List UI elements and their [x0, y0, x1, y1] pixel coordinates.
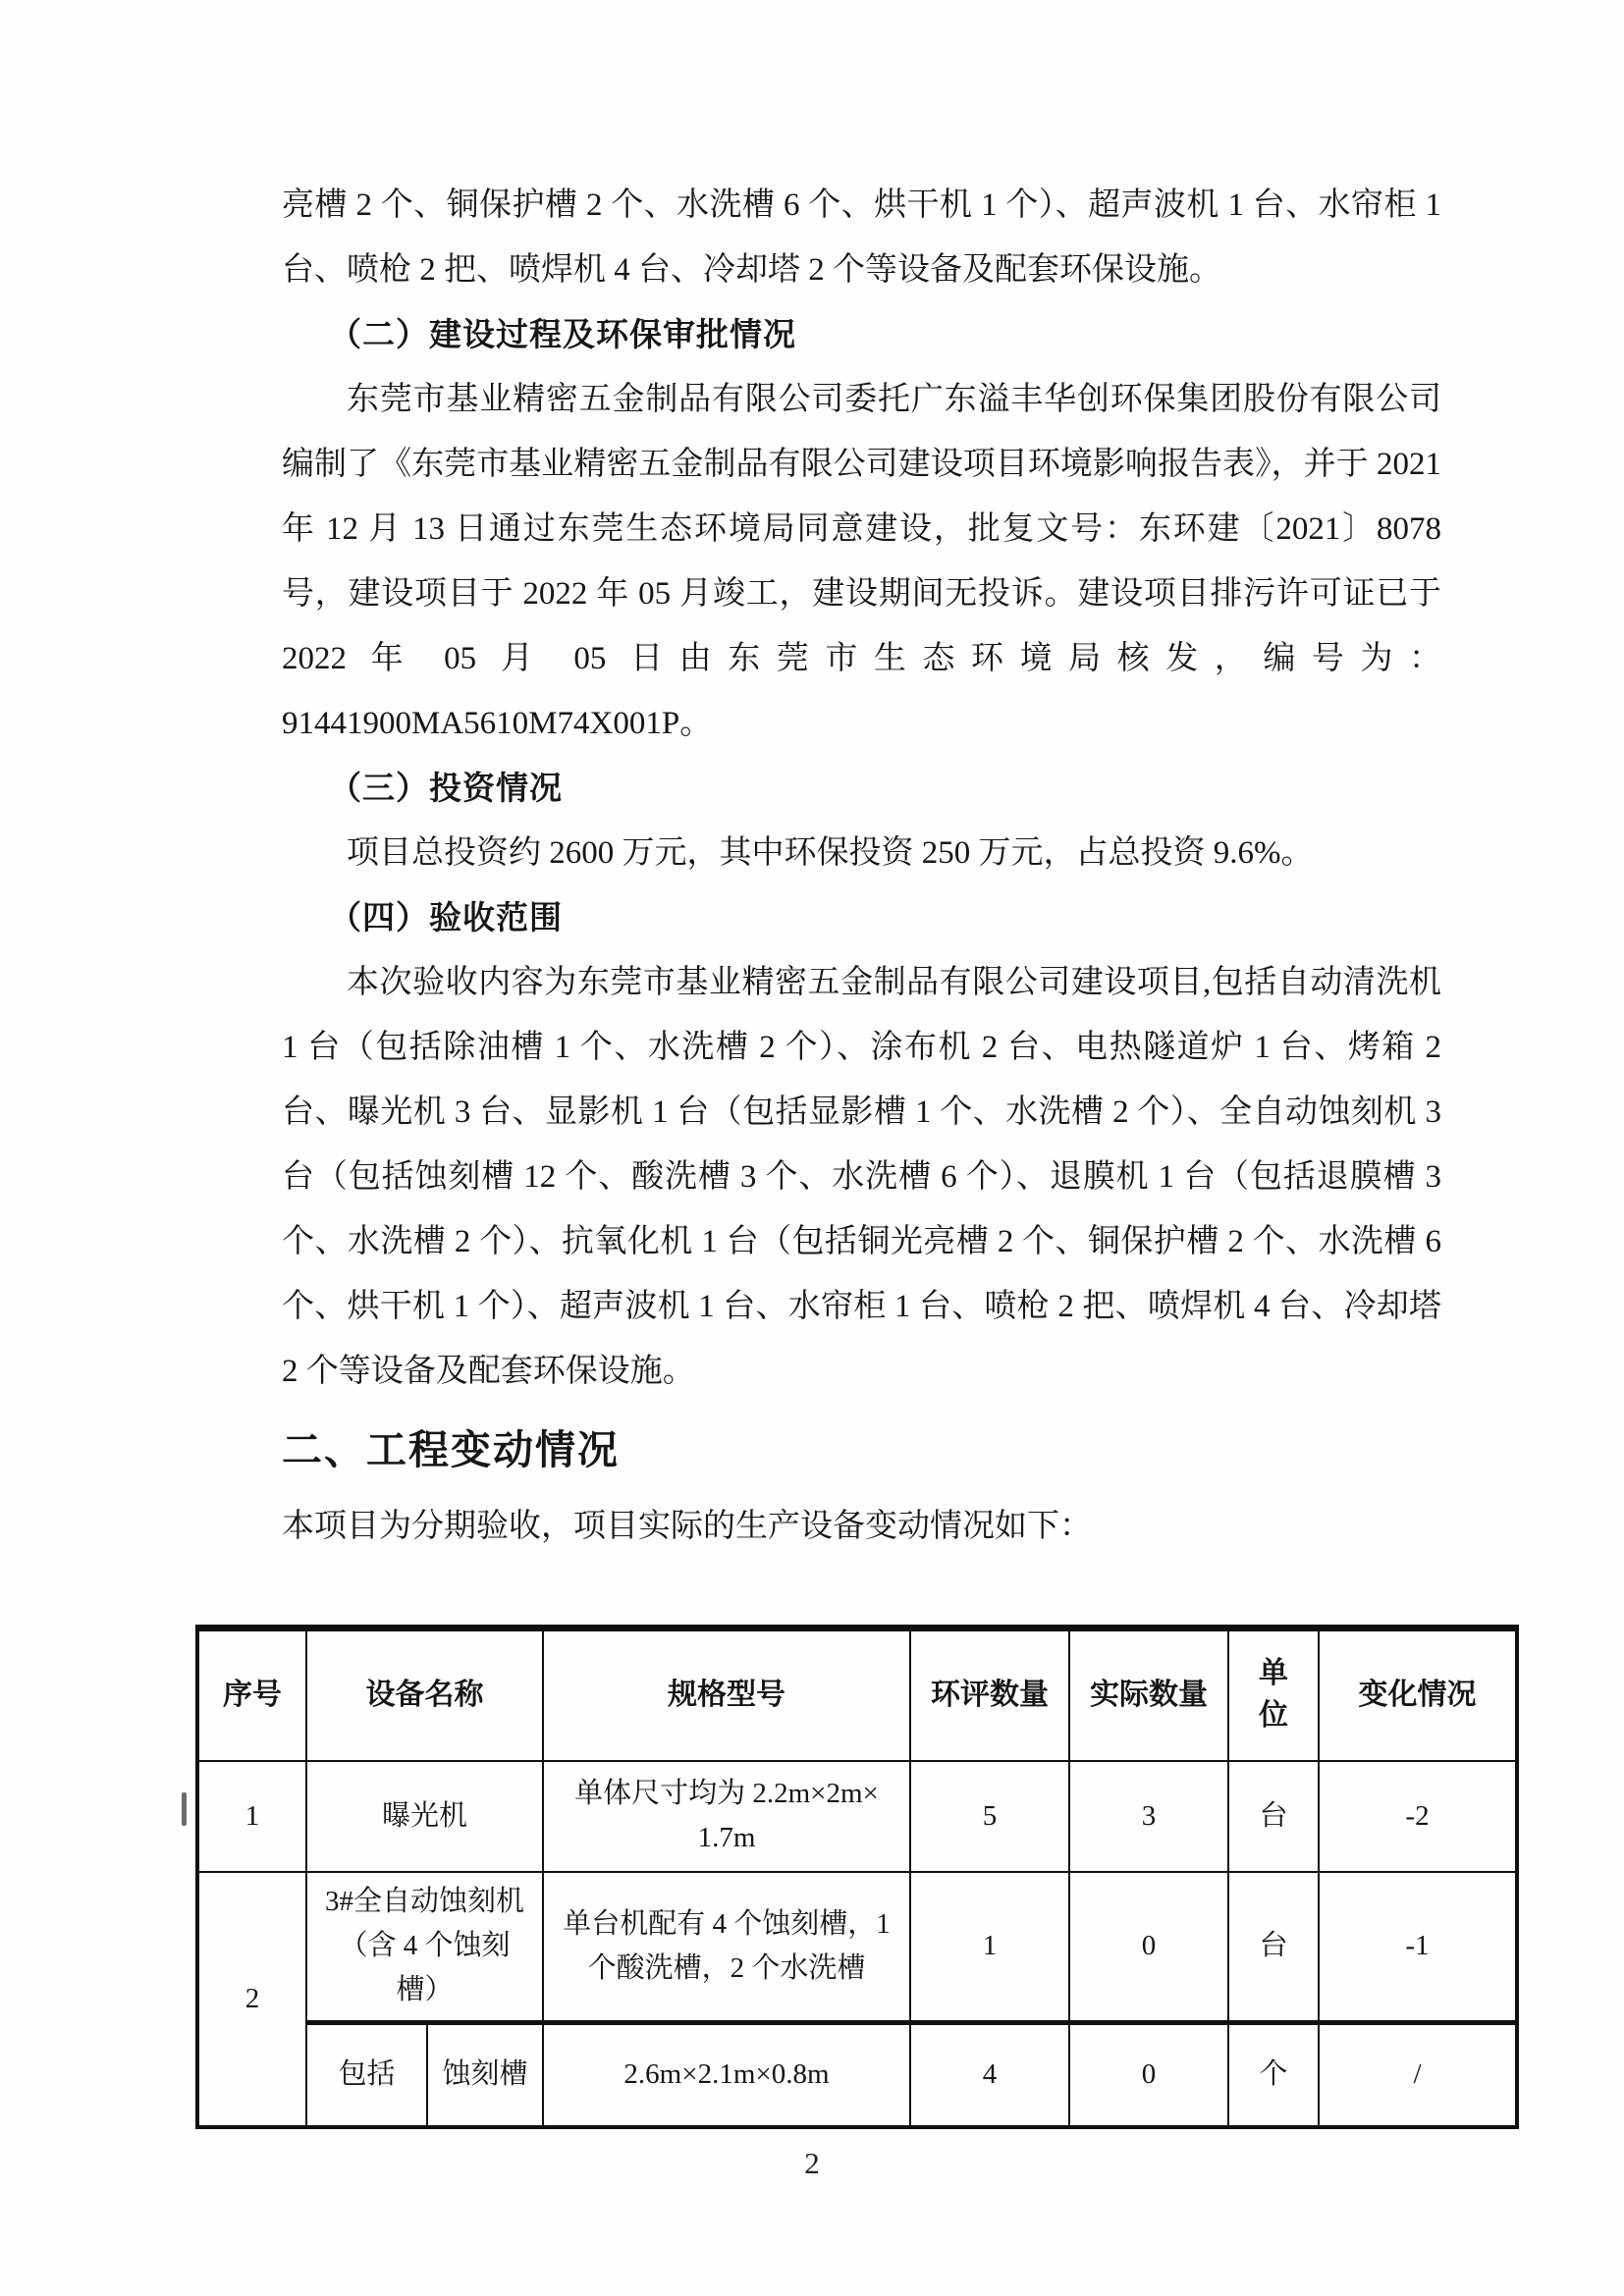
row1-spec: 单体尺寸均为 2.2m×2m× 1.7m — [543, 1761, 910, 1872]
row2-change: -1 — [1319, 1872, 1517, 2023]
table-row-1 — [197, 1761, 1517, 1872]
row1-unit: 台 — [1228, 1761, 1319, 1872]
row2-spec: 单台机配有 4 个蚀刻槽，1 个酸洗槽，2 个水洗槽 — [543, 1872, 910, 2023]
header-change: 变化情况 — [1319, 1629, 1517, 1761]
header-eia-quantity: 环评数量 — [910, 1629, 1069, 1761]
row2sub-change: / — [1319, 2023, 1517, 2127]
header-equipment-name: 设备名称 — [306, 1629, 543, 1761]
heading-chapter-2: 二、工程变动情况 — [282, 1427, 620, 1472]
paragraph-section-3: 项目总投资约 2600 万元，其中环保投资 250 万元，占总投资 9.6%。 — [347, 835, 1314, 871]
row2sub-eia-quantity: 4 — [910, 2023, 1069, 2127]
table-header-row — [197, 1629, 1517, 1761]
table-row-2-sub — [197, 2023, 1517, 2127]
row1-actual-quantity: 3 — [1069, 1761, 1228, 1872]
table-row-2 — [197, 1872, 1517, 2023]
row2-equipment-name: 3#全自动蚀刻机 （含 4 个蚀刻 槽） — [306, 1872, 543, 2023]
header-unit — [1228, 1629, 1319, 1761]
row2sub-include-label: 包括 — [306, 2023, 427, 2127]
header-spec: 规格型号 — [543, 1629, 910, 1761]
row2sub-spec: 2.6m×2.1m×0.8m — [543, 2023, 910, 2127]
row2sub-unit: 个 — [1228, 2023, 1319, 2127]
row2sub-equipment-name: 蚀刻槽 — [427, 2023, 543, 2127]
row2-unit: 台 — [1228, 1872, 1319, 2023]
header-unit-label: 单位 — [1259, 1656, 1288, 1733]
header-actual-quantity: 实际数量 — [1069, 1629, 1228, 1761]
equipment-change-table — [195, 1625, 1519, 2129]
row2sub-actual-quantity: 0 — [1069, 2023, 1228, 2127]
scan-artifact — [182, 1792, 187, 1826]
document-body — [282, 173, 1441, 1559]
heading-section-4: （四）验收范围 — [329, 899, 563, 935]
page-number: 2 — [804, 2146, 820, 2180]
row1-change: -2 — [1319, 1761, 1517, 1872]
row2-eia-quantity: 1 — [910, 1872, 1069, 2023]
header-index: 序号 — [197, 1629, 306, 1761]
row1-eia-quantity: 5 — [910, 1761, 1069, 1872]
paragraph-continuation: 亮槽 2 个、铜保护槽 2 个、水洗槽 6 个、烘干机 1 个）、超声波机 1 台、水帘柜 1 台、喷枪 2 把、喷焊机 4 台、冷却塔 2 个等设备及配套环保设施。 — [282, 187, 1441, 288]
row2-index: 2 — [197, 1872, 306, 2127]
row2-actual-quantity: 0 — [1069, 1872, 1228, 2023]
paragraph-section-4: 本次验收内容为东莞市基业精密五金制品有限公司建设项目,包括自动清洗机 1 台（包括除油槽 1 个、水洗槽 2 个）、涂布机 2 台、电热隧道炉 1 台、烤箱 2 台、曝光机 3 台、显影机 1 台（包括显影槽 1 个、水洗槽 2 个）、全自动蚀刻机 3 台（包括蚀刻槽 12 个、酸洗槽 3 个、水洗槽 6 个）、退膜机 1 台（包括退膜槽 3 个、水洗槽 2 个）、抗氧化机 1 台（包括铜光亮槽 2 个、铜保护槽 2 个、水洗槽 6 个、烘干机 1 个）、超声波机 1 台、水帘柜 1 台、喷枪 2 把、喷焊机 4 台、冷却塔 2 个等设备及配套环保设施。 — [282, 965, 1441, 1389]
row1-index: 1 — [197, 1761, 306, 1872]
paragraph-chapter-2-intro: 本项目为分期验收，项目实际的生产设备变动情况如下： — [282, 1509, 1092, 1544]
heading-section-2: （二）建设过程及环保审批情况 — [329, 316, 796, 352]
row1-equipment-name: 曝光机 — [306, 1761, 543, 1872]
heading-section-3: （三）投资情况 — [329, 770, 563, 806]
paragraph-section-2: 东莞市基业精密五金制品有限公司委托广东溢丰华创环保集团股份有限公司编制了《东莞市基业精密五金制品有限公司建设项目环境影响报告表》，并于 2021 年 12 月 13 日通过东莞生态环境局同意建设，批复文号：东环建〔2021〕8078 号，建设项目于 2022 年 05 月竣工，建设期间无投诉。建设项目排污许可证已于 2022 年 05 月 05 日由东莞市生态环境局核发，编号为：91441900MA5610M74X001P。 — [282, 382, 1441, 741]
